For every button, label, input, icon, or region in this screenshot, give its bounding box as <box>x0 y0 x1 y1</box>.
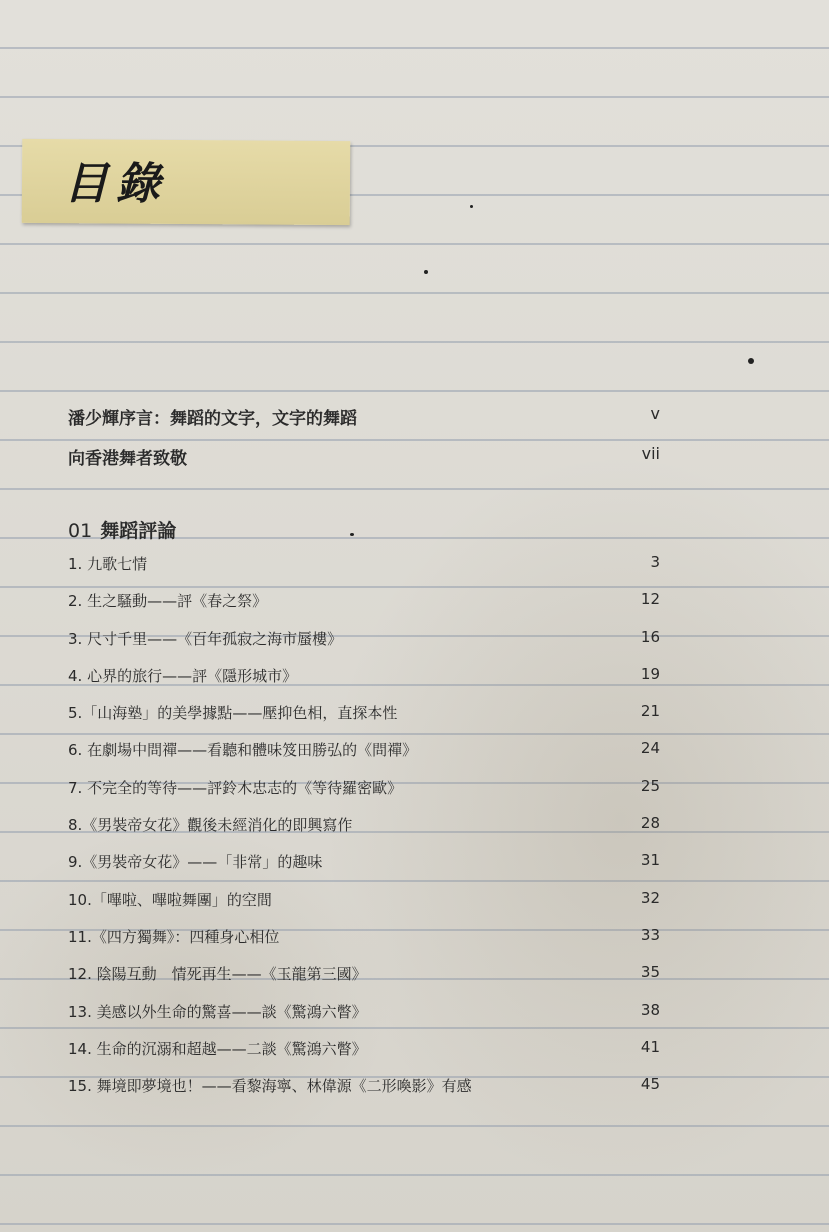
toc-front-title: 向香港舞者致敬 <box>68 449 187 469</box>
toc-entry-title: 3. 尺寸千里——《百年孤寂之海市蜃樓》 <box>68 629 343 648</box>
toc-entry-page: 32 <box>640 888 660 907</box>
toc-entry <box>68 1075 660 1112</box>
toc-entry-page: 24 <box>640 739 660 758</box>
toc-front-row <box>68 404 660 434</box>
toc-entry-page: 19 <box>640 664 660 683</box>
toc-entry-page: 12 <box>640 590 660 609</box>
toc-entry <box>68 963 660 1000</box>
toc-entry-page: 33 <box>640 925 660 944</box>
toc-entry-page: 3 <box>650 553 660 571</box>
toc-entry <box>68 777 660 814</box>
toc-entry <box>68 814 660 851</box>
toc-entry-title: 12. 陰陽互動 情死再生——《玉龍第三國》 <box>68 965 367 984</box>
toc-entry-page: 25 <box>640 776 660 795</box>
toc-entry <box>68 926 660 963</box>
toc-entry-page: 31 <box>640 851 660 870</box>
toc-entry <box>68 851 660 888</box>
toc-entry <box>68 702 660 739</box>
toc-entry-title: 14. 生命的沉溺和超越——二談《驚鴻六瞥》 <box>68 1039 367 1058</box>
toc-entry-page: 41 <box>640 1037 660 1056</box>
section-title: 舞蹈評論 <box>100 520 177 542</box>
title-label-tape <box>22 139 351 225</box>
toc-entry-title: 8.《男裝帝女花》觀後未經消化的即興寫作 <box>68 816 353 835</box>
ink-speck <box>470 205 473 208</box>
toc-list <box>68 553 660 1112</box>
toc-entry-title: 11.《四方獨舞》：四種身心相位 <box>68 927 280 946</box>
section-heading <box>68 516 176 543</box>
ink-speck <box>748 358 754 364</box>
ink-speck <box>424 270 428 274</box>
toc-entry-page: 21 <box>640 702 660 721</box>
toc-entry <box>68 739 660 776</box>
toc-entry-title: 4. 心界的旅行——評《隱形城市》 <box>68 666 298 685</box>
toc-entry-title: 7. 不完全的等待——評鈴木忠志的《等待羅密歐》 <box>68 778 403 797</box>
toc-entry-page: 16 <box>640 627 660 646</box>
toc-entry-title: 15. 舞境即夢境也！——看黎海寧、林偉源《二形喚影》有感 <box>68 1077 472 1096</box>
toc-entry-title: 2. 生之騷動——評《春之祭》 <box>68 592 268 611</box>
toc-entry-title: 6. 在劇場中問禪——看聽和體味笈田勝弘的《問禪》 <box>68 741 418 760</box>
toc-entry <box>68 1001 660 1038</box>
toc-entry <box>68 628 660 665</box>
ink-speck <box>350 533 354 536</box>
toc-entry-title: 13. 美感以外生命的驚喜——談《驚鴻六瞥》 <box>68 1002 367 1021</box>
toc-entry <box>68 889 660 926</box>
toc-entry-title: 9.《男裝帝女花》——「非常」的趣味 <box>68 853 323 872</box>
toc-front-title: 潘少輝序言：舞蹈的文字，文字的舞蹈 <box>68 409 357 429</box>
toc-front-page: v <box>650 404 660 423</box>
toc-entry <box>68 1038 660 1075</box>
toc-entry <box>68 590 660 627</box>
page-title: 目錄 <box>63 158 169 210</box>
toc-entry-page: 35 <box>640 963 660 982</box>
toc-front-page: vii <box>641 444 660 463</box>
toc-entry-title: 1. 九歌七情 <box>68 555 148 573</box>
toc-entry-page: 28 <box>640 814 660 833</box>
toc-entry <box>68 553 660 590</box>
toc-front-row <box>68 444 660 474</box>
toc-entry-title: 5.「山海塾」的美學據點——壓抑色相，直探本性 <box>68 704 398 723</box>
toc-entry <box>68 665 660 702</box>
toc-entry-page: 45 <box>640 1075 660 1094</box>
section-number: 01 <box>68 520 93 542</box>
toc-entry-title: 10.「嗶啦、嗶啦舞團」的空間 <box>68 890 272 909</box>
toc-entry-page: 38 <box>640 1000 660 1019</box>
